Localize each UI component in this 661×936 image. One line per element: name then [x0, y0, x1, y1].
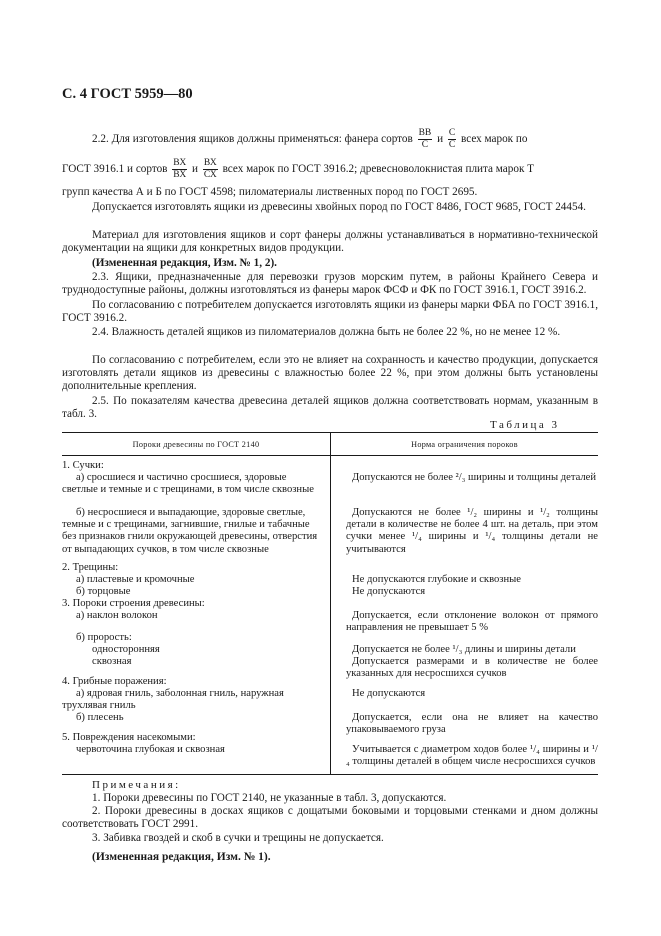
frac-num: С: [448, 128, 456, 138]
p22-line1: [92, 128, 528, 151]
norm-ingrowth-through: Допускается размерами и в количестве не более указанных для несросшихся сучков: [346, 656, 598, 680]
notes-title: Примечания:: [92, 779, 181, 791]
frac-den: СХ: [203, 170, 217, 180]
defect-fungal-b: б) плесень: [76, 712, 124, 723]
defect-cracks-a: а) пластевые и кромочные: [76, 574, 195, 585]
p22-text-b: всех марок по: [461, 133, 528, 146]
table-label: Таблица 3: [490, 419, 560, 431]
paragraph-2-5: 2.5. По показателям качества древесина деталей ящиков должна соответствовать нормам, указанным в табл. 3.: [62, 395, 598, 421]
fraction-bx-bx: [172, 158, 187, 181]
note-1: 1. Пороки древесины по ГОСТ 2140, не указанные в табл. 3, допускаются.: [92, 792, 447, 804]
defect-knots-b: б) несросшиеся и выпадающие, здоровые светлые, темные и с трещинами, загнившие, гнилые и табачные без признаков гнили окружающей древесины, отверстия от выпадающих сучков, в том числе сквозные: [62, 507, 318, 555]
fraction-c-c: [448, 128, 456, 151]
p22-text-a: 2.2. Для изготовления ящиков должны применяться: фанера сортов: [92, 133, 413, 146]
conj-and: и: [192, 163, 199, 176]
frac-den: С: [421, 140, 429, 150]
paragraph-2-3: 2.3. Ящики, предназначенные для перевозки грузов морским путем, в районы Крайнего Севера и труднодоступные районы, должны изготовляться из фанеры марок ФСФ и ФК по ГОСТ 3916.1, ГОСТ 3916.2.: [62, 271, 598, 297]
p22-text-c: ГОСТ 3916.1 и сортов: [62, 163, 168, 176]
conj-and: и: [437, 133, 444, 146]
defect-cracks: 2. Трещины:: [62, 562, 119, 573]
table-bottom-rule: [62, 774, 598, 775]
norm-knots-b: Допускаются не более ¹/₂ ширины и ¹/₂ толщины детали в количестве не более 4 шт. на деталь, при этом сучки менее ¹/₄ ширины и ¹/₄ толщины детали не учитываются: [346, 507, 598, 555]
defect-cracks-b: б) торцовые: [76, 586, 131, 597]
paragraph-material: Материал для изготовления ящиков и сорт фанеры должны устанавливаться в нормативно-технической документации на ящики для конкретных видов продукции.: [62, 229, 598, 255]
page-header: С. 4 ГОСТ 5959—80: [62, 86, 193, 102]
defect-knots-a: а) сросшиеся и частично сросшиеся, здоровые светлые и темные и с трещинами, в том числе сквозные: [62, 472, 314, 496]
norm-knots-a: Допускаются не более ²/₃ ширины и толщины деталей: [352, 472, 597, 483]
frac-num: ВХ: [203, 158, 217, 168]
frac-den: С: [448, 140, 456, 150]
defect-structure-a: а) наклон волокон: [76, 610, 158, 621]
norm-ingrowth-onesided: Допускается не более ¹/₃ длины и ширины детали: [352, 644, 576, 655]
frac-num: ВВ: [418, 128, 432, 138]
norm-rot: Не допускаются: [352, 688, 426, 699]
norm-grain-slope: Допускается, если отклонение волокон от прямого направления не превышает 5 %: [346, 610, 598, 634]
table-header-defects: Пороки древесины по ГОСТ 2140: [132, 440, 260, 449]
norm-wormholes: Учитывается с диаметром ходов более ¹/₄ ширины и ¹/₄ толщины деталей в общем числе несросшихся сучков: [346, 744, 598, 768]
frac-num: ВХ: [173, 158, 187, 168]
p22-line3: групп качества А и Б по ГОСТ 4598; пиломатериалы лиственных пород по ГОСТ 2695.: [62, 186, 478, 198]
note-2: 2. Пороки древесины в досках ящиков с дощатыми боковыми и торцовыми стенками и дном должны соответствовать ГОСТ 2991.: [62, 805, 598, 831]
defect-ingrowth-through: сквозная: [92, 656, 132, 667]
defect-knots: 1. Сучки:: [62, 460, 104, 471]
paragraph-agree-moisture: По согласованию с потребителем, если это не влияет на сохранность и качество продукции, допускается изготовлять детали ящиков из древесины с влажностью более 22 %, при этом должны быть установлены дополнительные крепления.: [62, 354, 598, 393]
fraction-bb-c: [418, 128, 433, 151]
defect-insects-a: червоточина глубокая и сквозная: [76, 744, 225, 755]
table-header-norm: Норма ограничения пороков: [411, 440, 518, 449]
paragraph-2-4: 2.4. Влажность деталей ящиков из пиломатериалов должна быть не более 22 %, но не менее 12 %.: [92, 326, 561, 338]
p22-text-d: всех марок по ГОСТ 3916.2; древесноволокнистая плита марок Т: [222, 163, 535, 176]
fraction-bx-cx: [203, 158, 218, 181]
defect-structure-b: б) прорость:: [76, 632, 132, 643]
edition-note-1: (Измененная редакция, Изм. № 1, 2).: [92, 257, 277, 269]
frac-den: ВХ: [173, 170, 187, 180]
edition-note-2: (Измененная редакция, Изм. № 1).: [92, 851, 271, 863]
norm-mold: Допускается, если она не влияет на качество упаковываемого груза: [346, 712, 598, 736]
defect-ingrowth-onesided: односторонняя: [92, 644, 160, 655]
note-3: 3. Забивка гвоздей и скоб в сучки и трещины не допускается.: [92, 832, 384, 844]
norm-cracks-a: Не допускаются глубокие и сквозные: [352, 574, 521, 585]
defect-structure: 3. Пороки строения древесины:: [62, 598, 205, 609]
defect-insects: 5. Повреждения насекомыми:: [62, 732, 196, 743]
p22-line2: [62, 158, 534, 181]
defect-fungal: 4. Грибные поражения:: [62, 676, 167, 687]
norm-cracks-b: Не допускаются: [352, 586, 426, 597]
defect-fungal-a: а) ядровая гниль, заболонная гниль, наружная трухлявая гниль: [62, 688, 284, 712]
paragraph-agree-fba: По согласованию с потребителем допускается изготовлять ящики из фанеры марки ФБА по ГОСТ 3916.1, ГОСТ 3916.2.: [62, 299, 598, 325]
paragraph-allow-softwood: Допускается изготовлять ящики из древесины хвойных пород по ГОСТ 8486, ГОСТ 9685, ГОСТ 24454.: [92, 201, 586, 213]
